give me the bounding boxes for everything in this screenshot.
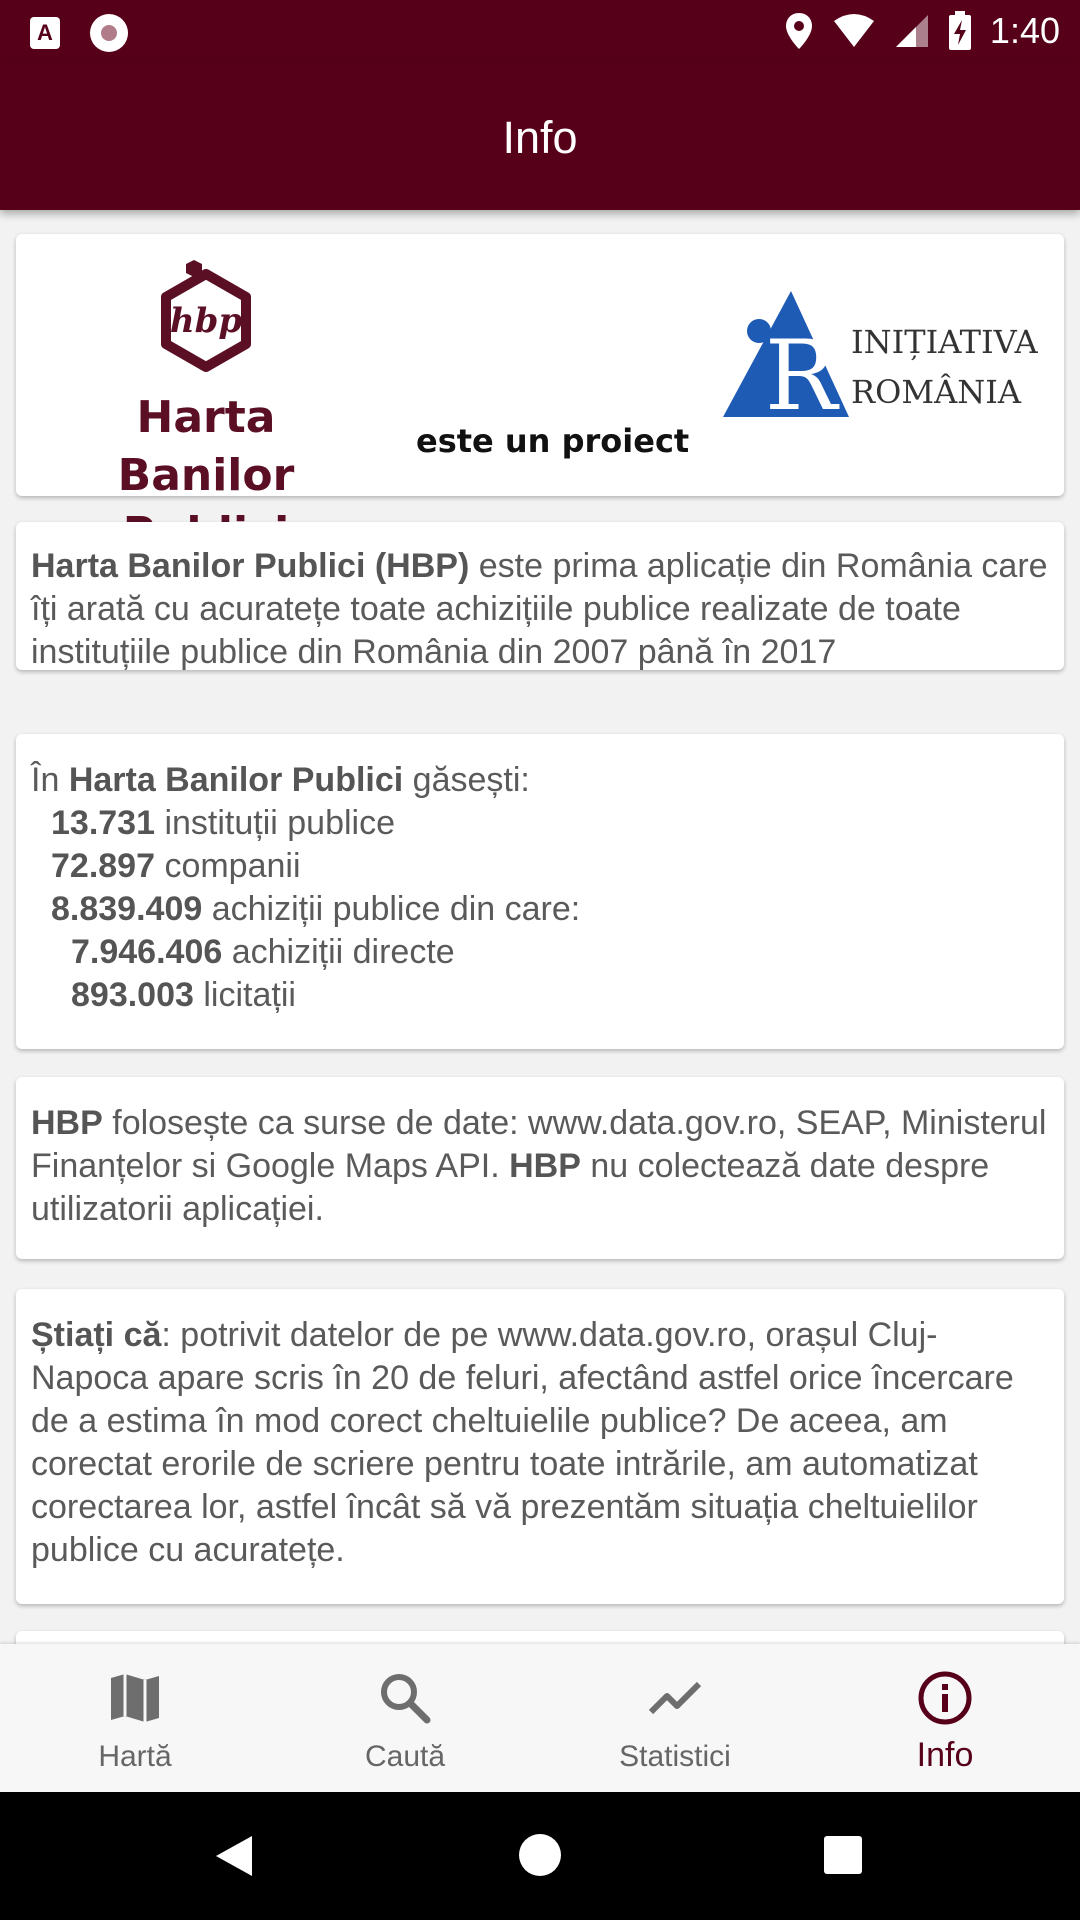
bottom-navigation <box>0 1644 1080 1792</box>
intro-bold: Harta Banilor Publici (HBP) <box>31 547 470 585</box>
romania-text: ROMÂNIA <box>851 373 1021 411</box>
stats-bold: Harta Banilor Publici <box>68 761 404 799</box>
sources-bold-1: HBP <box>31 1104 103 1142</box>
hbp-logo-line1: Harta Banilor <box>117 392 295 501</box>
stat-item: 8.839.409 achiziții publice din care: <box>51 890 581 928</box>
battery-charging-icon <box>948 11 972 51</box>
stats-prefix: În <box>31 761 69 799</box>
nav-label-info: Info <box>916 1736 974 1774</box>
signal-icon <box>894 13 930 49</box>
info-content[interactable] <box>0 210 1080 1644</box>
sources-card <box>16 1077 1064 1259</box>
map-icon <box>107 1670 163 1726</box>
stat-item: 7.946.406 achiziții directe <box>71 933 455 971</box>
app-bar <box>0 63 1080 210</box>
wifi-icon <box>832 13 876 49</box>
sources-text-1: folosește ca surse de date: www.data.gov.ro, SEAP, Ministerul Finanțelor si Google Maps API. <box>31 1104 1047 1185</box>
nav-cauta[interactable] <box>270 1644 540 1792</box>
overview-icon[interactable] <box>824 1836 862 1874</box>
svg-text:R: R <box>764 320 838 429</box>
nav-info[interactable] <box>810 1644 1080 1792</box>
nav-label-statistici: Statistici <box>619 1740 731 1773</box>
record-icon <box>90 14 128 52</box>
next-card <box>16 1631 1064 1644</box>
info-icon <box>917 1670 973 1726</box>
sources-text-2: nu colectează date despre utilizatorii aplicației. <box>31 1147 990 1228</box>
hbp-logo <box>46 254 366 563</box>
status-bar <box>0 0 1080 63</box>
home-icon[interactable] <box>519 1834 561 1876</box>
status-time: 1:40 <box>989 10 1060 51</box>
fact-card <box>16 1289 1064 1604</box>
system-nav-bar <box>0 1792 1080 1920</box>
nav-label-harta: Hartă <box>98 1740 172 1773</box>
nav-statistici[interactable] <box>540 1644 810 1792</box>
fact-bold: Știați că <box>31 1316 162 1354</box>
initiativa-romania-mark <box>721 289 851 429</box>
project-text: este un proiect <box>416 422 690 460</box>
logo-card <box>16 234 1064 501</box>
chart-line-icon <box>647 1670 703 1726</box>
stats-card <box>16 734 1064 1049</box>
stat-item: 72.897 companii <box>51 847 301 885</box>
page-title: Info <box>502 112 578 163</box>
stats-suffix: găsești: <box>403 761 530 799</box>
initiativa-text: INIȚIATIVA <box>851 323 1038 361</box>
accessibility-icon: A <box>30 17 60 49</box>
intro-card <box>16 522 1064 670</box>
nav-harta[interactable] <box>0 1644 270 1792</box>
nav-label-cauta: Caută <box>364 1740 446 1773</box>
stat-item: 893.003 licitații <box>71 976 296 1014</box>
search-icon <box>377 1670 433 1726</box>
hbp-mark-text: hbp <box>169 301 243 341</box>
location-icon <box>784 11 814 51</box>
stat-item: 13.731 instituții publice <box>51 804 396 842</box>
initiativa-romania-logo <box>721 289 1038 434</box>
sources-bold-2: HBP <box>509 1147 581 1185</box>
hbp-logo-mark <box>146 254 266 384</box>
back-icon[interactable] <box>214 1834 254 1878</box>
fact-text: : potrivit datelor de pe www.data.gov.ro, orașul Cluj-Napoca apare scris în 20 de feluri, afectând astfel orice încercare de a estima în mod corect cheltuielile publice? De aceea, am corectat erorile de scriere pentru toate intrările, am automatizat corectarea lor, astfel încât să vă prezentăm situația cheltuielilor publice cu acuratețe. <box>31 1316 1014 1569</box>
intro-text: este prima aplicație din România care îți arată cu acuratețe toate achizițiile publice realizate de toate instituțiile publice din România din 2007 până în 2017 <box>31 547 1048 671</box>
